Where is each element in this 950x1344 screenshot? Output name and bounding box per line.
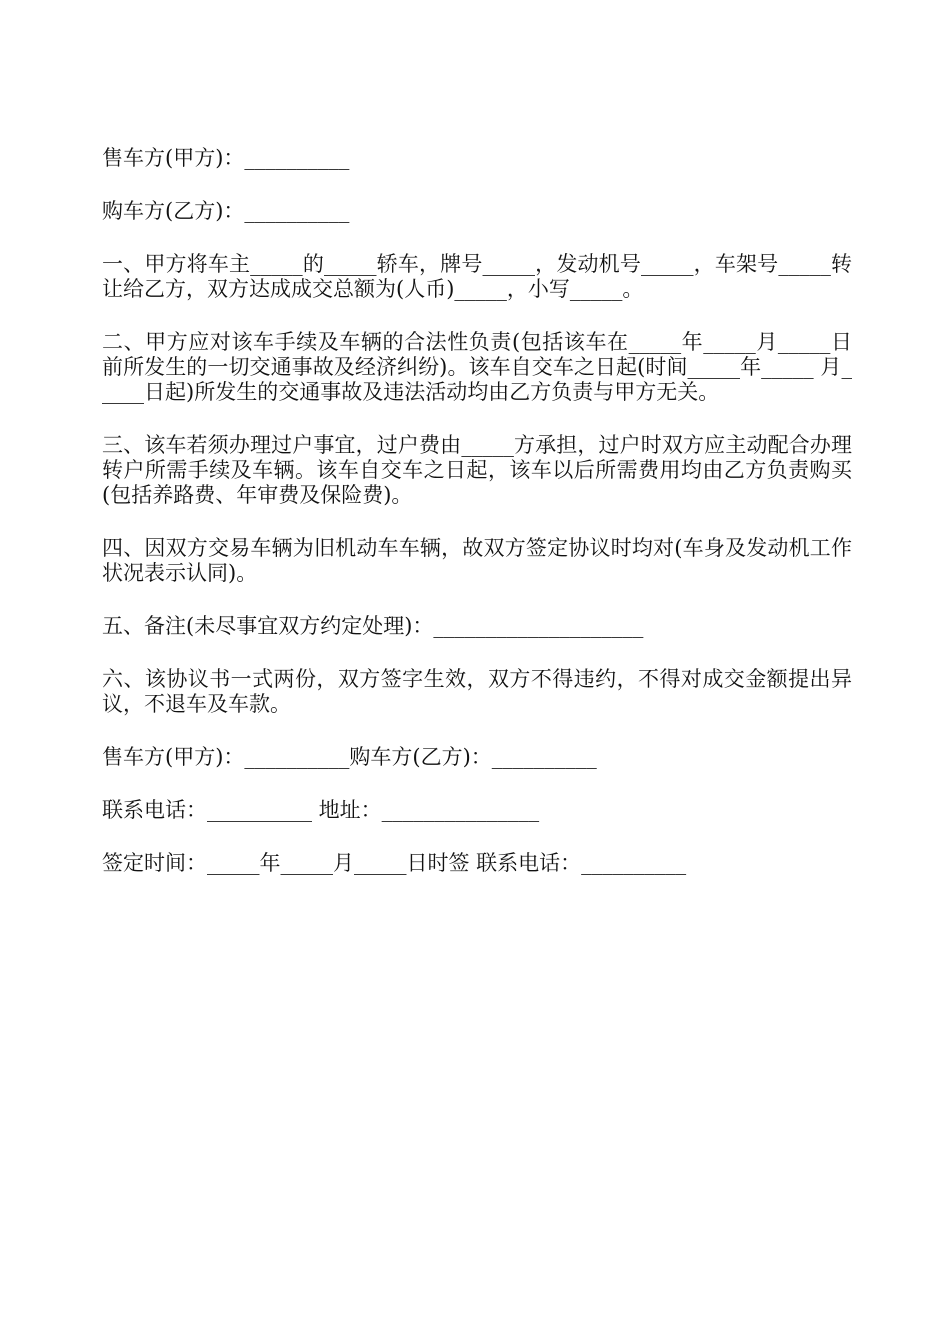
clause-3: 三、该车若须办理过户事宜，过户费由_____方承担，过户时双方应主动配合办理转户所需手续及车辆。该车自交车之日起，该车以后所需费用均由乙方负责购买(包括养路费、年审费及保险费)。 [102,433,852,507]
seller-line: 售车方(甲方)：__________ [102,146,350,170]
clause-4: 四、因双方交易车辆为旧机动车车辆，故双方签定协议时均对(车身及发动机工作状况表示认同)。 [102,536,852,585]
clause-1: 一、甲方将车主_____的_____轿车，牌号_____，发动机号_____，车架号_____转让给乙方，双方达成成交总额为(人币)_____，小写_____。 [102,252,852,301]
contract-page [102,146,852,904]
clause-6: 六、该协议书一式两份，双方签字生效，双方不得违约，不得对成交金额提出异议，不退车及车款。 [102,667,852,716]
clause-5: 五、备注(未尽事宜双方约定处理)：____________________ [102,614,644,638]
signing-date-line: 签定时间：_____年_____月_____日时签 联系电话：__________ [102,851,687,875]
clause-2: 二、甲方应对该车手续及车辆的合法性负责(包括该车在_____年_____月_____日前所发生的一切交通事故及经济纠纷)。该车自交车之日起(时间_____年_____ 月_____日起)所发生的交通事故及违法活动均由乙方负责与甲方无关。 [102,330,852,404]
signature-parties-line: 售车方(甲方)：__________购车方(乙方)：__________ [102,745,597,769]
contact-address-line: 联系电话：__________ 地址：_______________ [102,798,540,822]
buyer-line: 购车方(乙方)：__________ [102,199,350,223]
